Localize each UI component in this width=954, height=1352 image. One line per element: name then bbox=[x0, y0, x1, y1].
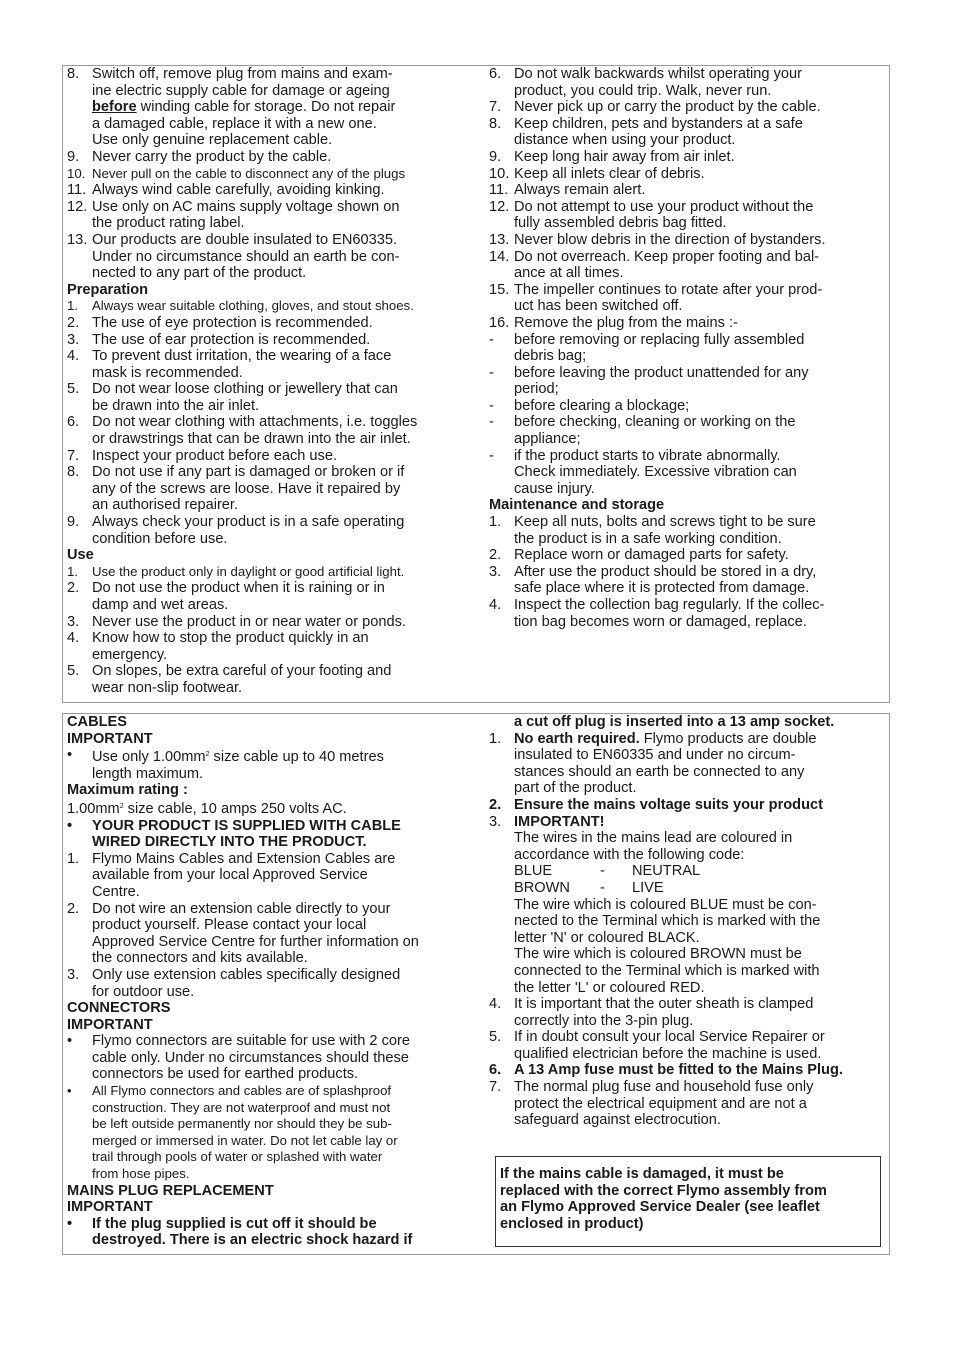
item-text: Do not wire an extension cable directly to your product yourself. Please contact your local Approved Service Centre for further information on the connectors and kits available. bbox=[92, 900, 419, 967]
item-text: Do not wear clothing with attachments, i.e. toggles or drawstrings that can be drawn into the air inlet. bbox=[92, 414, 418, 448]
item-text: On slopes, be extra careful of your footing and wear non-slip footwear. bbox=[92, 663, 392, 696]
preparation-list bbox=[67, 298, 467, 547]
item-number: 8. bbox=[67, 66, 80, 82]
preparation-item bbox=[67, 332, 467, 349]
item-number: 2. bbox=[67, 580, 80, 597]
connector-bullet bbox=[67, 1033, 467, 1083]
preparation-item bbox=[67, 514, 467, 547]
cables-important-label: IMPORTANT bbox=[67, 730, 153, 747]
item-text: Keep all nuts, bolts and screws tight to be sure the product is in a safe working condition. bbox=[514, 514, 816, 547]
item-number: 13. bbox=[67, 231, 88, 248]
emphasis-before: before bbox=[92, 99, 137, 116]
operation-safety-list bbox=[489, 66, 887, 497]
item-number: 9. bbox=[67, 148, 80, 165]
item-text: Always check your product is in a safe operating condition before use. bbox=[92, 514, 405, 547]
item-text: Never pull on the cable to disconnect any of the plugs bbox=[92, 165, 406, 181]
cutoff-plug-bullet bbox=[67, 1216, 467, 1249]
item-number: 3. bbox=[67, 613, 80, 630]
cutoff-plug-text: If the plug supplied is cut off it should be destroyed. There is an electric shock hazard if bbox=[92, 1215, 413, 1249]
item-number: 3. bbox=[67, 331, 80, 348]
safety-item bbox=[489, 315, 887, 332]
item-text: if the product starts to vibrate abnormally. Check immediately. Excessive vibration can cause injury. bbox=[514, 447, 797, 497]
item-text: Do not overreach. Keep proper footing and bal- ance at all times. bbox=[514, 248, 820, 282]
max-rating-heading: Maximum rating : bbox=[67, 782, 188, 799]
item-text: Know how to stop the product quickly in an emergency. bbox=[92, 630, 369, 663]
wire-dash: - bbox=[600, 879, 605, 896]
plug-item-6 bbox=[489, 1062, 887, 1079]
wire-dash: - bbox=[600, 863, 605, 880]
item-number: 10. bbox=[489, 165, 510, 182]
item-text: Keep long hair away from air inlet. bbox=[514, 148, 735, 165]
cable-item bbox=[67, 967, 467, 1000]
sheath-text: It is important that the outer sheath is clamped correctly into the 3-pin plug. bbox=[514, 996, 814, 1029]
preparation-item bbox=[67, 315, 467, 332]
item-number: 2. bbox=[489, 547, 502, 564]
wire-colour: BROWN bbox=[514, 879, 570, 896]
safety-item bbox=[67, 182, 467, 199]
preparation-item bbox=[67, 298, 467, 315]
item-number: 1. bbox=[67, 850, 80, 867]
maintenance-list bbox=[489, 514, 887, 630]
preparation-item bbox=[67, 381, 467, 414]
wiring-code-text: The wires in the mains lead are coloured in accordance with the following code: bbox=[514, 830, 793, 863]
cable-list bbox=[67, 851, 467, 1000]
use-item bbox=[67, 614, 467, 631]
item-text: Never carry the product by the cable. bbox=[92, 148, 332, 165]
safety-item bbox=[489, 166, 887, 183]
item-text: Always wear suitable clothing, gloves, and stout shoes. bbox=[92, 298, 414, 314]
item-text: After use the product should be stored in a dry, safe place where it is protected from damage. bbox=[514, 563, 817, 597]
item-number: 2. bbox=[67, 314, 80, 331]
item-text bbox=[92, 66, 467, 149]
max-rating-text bbox=[67, 799, 467, 818]
preparation-heading: Preparation bbox=[67, 281, 149, 298]
safety-item bbox=[67, 232, 467, 282]
preparation-item bbox=[67, 448, 467, 465]
item-text: Never pick up or carry the product by the cable. bbox=[514, 99, 821, 116]
item-text: before removing or replacing fully assembled debris bag; bbox=[514, 331, 805, 365]
cable-size-text: Use only 1.00mm bbox=[92, 749, 206, 766]
safety-item bbox=[489, 448, 887, 498]
item-number: 4. bbox=[67, 348, 80, 365]
item-number: 7. bbox=[489, 99, 502, 116]
connectors-important-label: IMPORTANT bbox=[67, 1016, 153, 1033]
item-text: The impeller continues to rotate after your prod- uct has been switched off. bbox=[514, 281, 823, 315]
blue-wire-text: The wire which is coloured BLUE must be con- nected to the Terminal which is marked with the letter 'N' or coloured BLACK. bbox=[514, 896, 821, 946]
maintenance-heading: Maintenance and storage bbox=[489, 497, 665, 514]
plug-replacement-heading: MAINS PLUG REPLACEMENT bbox=[67, 1182, 274, 1199]
item-number: 3. bbox=[489, 813, 502, 830]
plug-item-7 bbox=[489, 1079, 887, 1129]
item-number: 8. bbox=[489, 115, 502, 132]
item-number: 5. bbox=[67, 381, 80, 398]
item-number: - bbox=[489, 447, 494, 464]
safety-item bbox=[489, 199, 887, 232]
item-text: Only use extension cables specifically designed for outdoor use. bbox=[92, 966, 401, 1000]
item-text: Flymo Mains Cables and Extension Cables are available from your local Approved Service Centre. bbox=[92, 850, 396, 900]
wire-colour: BLUE bbox=[514, 863, 553, 880]
item-text-part: winding cable for storage. Do not repair a damaged cable, replace it with a new one. Use only genuine replacement cable. bbox=[92, 99, 396, 149]
cable-item bbox=[67, 901, 467, 967]
item-text: before leaving the product unattended for any period; bbox=[514, 364, 809, 398]
item-text: Do not use if any part is damaged or broken or if any of the screws are loose. Have it repaired by an authorised repairer. bbox=[92, 464, 405, 514]
bullet-glyph: • bbox=[67, 1215, 73, 1232]
squared-superscript: 2 bbox=[205, 751, 210, 759]
safety-item bbox=[67, 149, 467, 166]
item-number: - bbox=[489, 331, 494, 348]
plug-item-5 bbox=[489, 1029, 887, 1062]
safety-item bbox=[489, 414, 887, 447]
item-number: 4. bbox=[489, 996, 502, 1013]
item-number: 10. bbox=[67, 165, 86, 181]
item-number: 6. bbox=[489, 1062, 502, 1079]
item-text: The use of eye protection is recommended. bbox=[92, 314, 373, 331]
use-item bbox=[67, 580, 467, 613]
maintenance-item bbox=[489, 597, 887, 630]
safety-item bbox=[67, 66, 467, 149]
item-number: 8. bbox=[67, 464, 80, 481]
item-number: 9. bbox=[489, 148, 502, 165]
item-number: 11. bbox=[489, 182, 509, 199]
use-heading: Use bbox=[67, 547, 94, 564]
plug-item-4 bbox=[489, 996, 887, 1029]
bullet-glyph: • bbox=[67, 817, 73, 834]
item-number: 6. bbox=[67, 414, 80, 431]
wire-role: LIVE bbox=[632, 879, 664, 896]
item-number: 2. bbox=[67, 900, 80, 917]
item-number: 15. bbox=[489, 281, 510, 298]
safety-item bbox=[489, 116, 887, 149]
item-text: Always wind cable carefully, avoiding kinking. bbox=[92, 182, 385, 199]
wire-brown-row bbox=[489, 880, 887, 897]
household-fuse-text: The normal plug fuse and household fuse only protect the electrical equipment and are not a safeguard against electrocution. bbox=[514, 1079, 814, 1129]
item-number: 12. bbox=[67, 198, 88, 215]
safety-item bbox=[489, 232, 887, 249]
item-text: Do not wear loose clothing or jewellery that can be drawn into the air inlet. bbox=[92, 381, 398, 414]
safety-item bbox=[67, 166, 467, 183]
item-text: before clearing a blockage; bbox=[514, 397, 690, 414]
safety-item bbox=[489, 99, 887, 116]
wiring-important-label: IMPORTANT! bbox=[514, 813, 605, 830]
wire-blue-row bbox=[489, 863, 887, 880]
item-text-part: Switch off, remove plug from mains and exam- ine electric supply cable for damage or ageing bbox=[92, 66, 393, 99]
item-number: 3. bbox=[67, 966, 80, 983]
item-number: 9. bbox=[67, 514, 80, 531]
cutoff-plug-text-cont: a cut off plug is inserted into a 13 amp socket. bbox=[514, 714, 835, 730]
max-rating-value-cont: size cable, 10 amps 250 volts AC. bbox=[123, 800, 347, 817]
item-text: Use the product only in daylight or good artificial light. bbox=[92, 563, 405, 579]
bullet-text: Flymo connectors are suitable for use with 2 core cable only. Under no circumstances should these connectors be used for earthed products. bbox=[92, 1033, 410, 1083]
item-number: 7. bbox=[67, 447, 80, 464]
item-text: Keep children, pets and bystanders at a safe distance when using your product. bbox=[514, 115, 803, 149]
supplied-cable-text: YOUR PRODUCT IS SUPPLIED WITH CABLE WIRED DIRECTLY INTO THE PRODUCT. bbox=[92, 817, 401, 851]
item-text: Do not walk backwards whilst operating your product, you could trip. Walk, never run. bbox=[514, 66, 802, 99]
squared-superscript: 2 bbox=[119, 802, 124, 810]
supplied-cable-bullet bbox=[67, 818, 467, 851]
item-number: 14. bbox=[489, 248, 510, 265]
safety-item bbox=[489, 365, 887, 398]
plug-item-2 bbox=[489, 797, 887, 814]
item-text: Our products are double insulated to EN60335. Under no circumstance should an earth be con- nected to any part of the product. bbox=[92, 231, 400, 282]
connectors-heading: CONNECTORS bbox=[67, 1000, 171, 1017]
cable-item bbox=[67, 851, 467, 901]
cables-heading: CABLES bbox=[67, 714, 127, 730]
damaged-cable-notice: If the mains cable is damaged, it must be replaced with the correct Flymo assembly from an Flymo Approved Service Dealer (see leaflet enclosed in product) bbox=[495, 1156, 881, 1247]
no-earth-label: No earth required. bbox=[514, 730, 640, 747]
item-text: before checking, cleaning or working on the appliance; bbox=[514, 414, 796, 448]
safety-item bbox=[489, 182, 887, 199]
brown-wire-text: The wire which is coloured BROWN must be connected to the Terminal which is marked with the letter 'L' or coloured RED. bbox=[514, 946, 820, 996]
item-text: Replace worn or damaged parts for safety. bbox=[514, 547, 789, 564]
preparation-item bbox=[67, 414, 467, 447]
maintenance-item bbox=[489, 547, 887, 564]
electrical-right-column bbox=[489, 714, 887, 1129]
safety-item bbox=[489, 282, 887, 315]
use-item bbox=[67, 564, 467, 581]
safety-item bbox=[489, 249, 887, 282]
cable-size-text-cont: size cable up to 40 metres length maximum. bbox=[92, 749, 384, 782]
plug-important-label: IMPORTANT bbox=[67, 1199, 153, 1216]
consult-text: If in doubt consult your local Service Repairer or qualified electrician before the machine is used. bbox=[514, 1029, 825, 1062]
item-number: 2. bbox=[489, 796, 502, 813]
general-safety-list bbox=[67, 66, 467, 282]
safety-item bbox=[489, 66, 887, 99]
item-number: 1. bbox=[489, 514, 502, 531]
bullet-glyph: • bbox=[67, 747, 73, 764]
item-number: 1. bbox=[67, 298, 78, 314]
plug-item-1 bbox=[489, 731, 887, 797]
safety-item bbox=[489, 332, 887, 365]
use-list bbox=[67, 564, 467, 697]
use-item bbox=[67, 630, 467, 663]
item-number: 16. bbox=[489, 314, 510, 331]
item-text: Do not attempt to use your product without the fully assembled debris bag fitted. bbox=[514, 198, 814, 232]
maintenance-item bbox=[489, 514, 887, 547]
item-text: Remove the plug from the mains :- bbox=[514, 314, 738, 331]
item-text: Inspect your product before each use. bbox=[92, 447, 338, 464]
item-text: Always remain alert. bbox=[514, 182, 646, 199]
item-number: 3. bbox=[489, 563, 502, 580]
item-number: 4. bbox=[67, 630, 80, 647]
item-number: 1. bbox=[489, 730, 502, 747]
item-number: 5. bbox=[489, 1029, 502, 1046]
voltage-text: Ensure the mains voltage suits your product bbox=[514, 796, 823, 813]
bullet-glyph: • bbox=[67, 1083, 72, 1099]
safety-left-column bbox=[67, 66, 467, 697]
bullet-text: All Flymo connectors and cables are of splashproof construction. They are not waterproof and must not be left outside permanently nor should they be sub- merged or immersed in water. Do not let cable lay or trail through pools of water or splashed with water from hose pipes. bbox=[92, 1083, 398, 1182]
preparation-item bbox=[67, 348, 467, 381]
safety-item bbox=[489, 398, 887, 415]
item-number: 13. bbox=[489, 231, 510, 248]
cable-size-bullet bbox=[67, 747, 467, 782]
item-number: 12. bbox=[489, 198, 510, 215]
safety-right-column bbox=[489, 66, 887, 630]
item-text: Use only on AC mains supply voltage shown on the product rating label. bbox=[92, 198, 400, 232]
item-text: Never use the product in or near water or ponds. bbox=[92, 613, 406, 630]
use-item bbox=[67, 663, 467, 696]
item-number: - bbox=[489, 397, 494, 414]
item-number: 11. bbox=[67, 182, 87, 199]
connector-bullet bbox=[67, 1083, 467, 1183]
safety-item bbox=[489, 149, 887, 166]
item-number: 5. bbox=[67, 663, 80, 680]
max-rating-value: 1.00mm bbox=[67, 800, 120, 817]
item-text: Never blow debris in the direction of bystanders. bbox=[514, 231, 826, 248]
item-text: Inspect the collection bag regularly. If the collec- tion bag becomes worn or damaged, replace. bbox=[514, 597, 825, 630]
item-number: - bbox=[489, 364, 494, 381]
item-number: 7. bbox=[489, 1079, 502, 1096]
connectors-list bbox=[67, 1033, 467, 1182]
safety-item bbox=[67, 199, 467, 232]
no-earth-text: Flymo products are double insulated to EN60335 and under no circum- stances should an earth be connected to any part of the product. bbox=[514, 730, 817, 797]
item-text: To prevent dust irritation, the wearing of a face mask is recommended. bbox=[92, 348, 392, 381]
item-text: Do not use the product when it is raining or in damp and wet areas. bbox=[92, 580, 385, 613]
preparation-item bbox=[67, 464, 467, 514]
item-number: - bbox=[489, 414, 494, 431]
item-number: 4. bbox=[489, 597, 502, 613]
item-number: 1. bbox=[67, 563, 78, 579]
plug-item-3 bbox=[489, 814, 887, 831]
item-text: The use of ear protection is recommended. bbox=[92, 331, 371, 348]
maintenance-item bbox=[489, 564, 887, 597]
wire-role: NEUTRAL bbox=[632, 863, 701, 880]
fuse-text: A 13 Amp fuse must be fitted to the Mains Plug. bbox=[514, 1062, 843, 1079]
item-text: Keep all inlets clear of debris. bbox=[514, 165, 705, 182]
electrical-section bbox=[62, 713, 890, 1255]
item-number: 6. bbox=[489, 66, 502, 82]
bullet-glyph: • bbox=[67, 1033, 73, 1050]
electrical-left-column bbox=[67, 714, 467, 1249]
safety-section bbox=[62, 65, 890, 703]
